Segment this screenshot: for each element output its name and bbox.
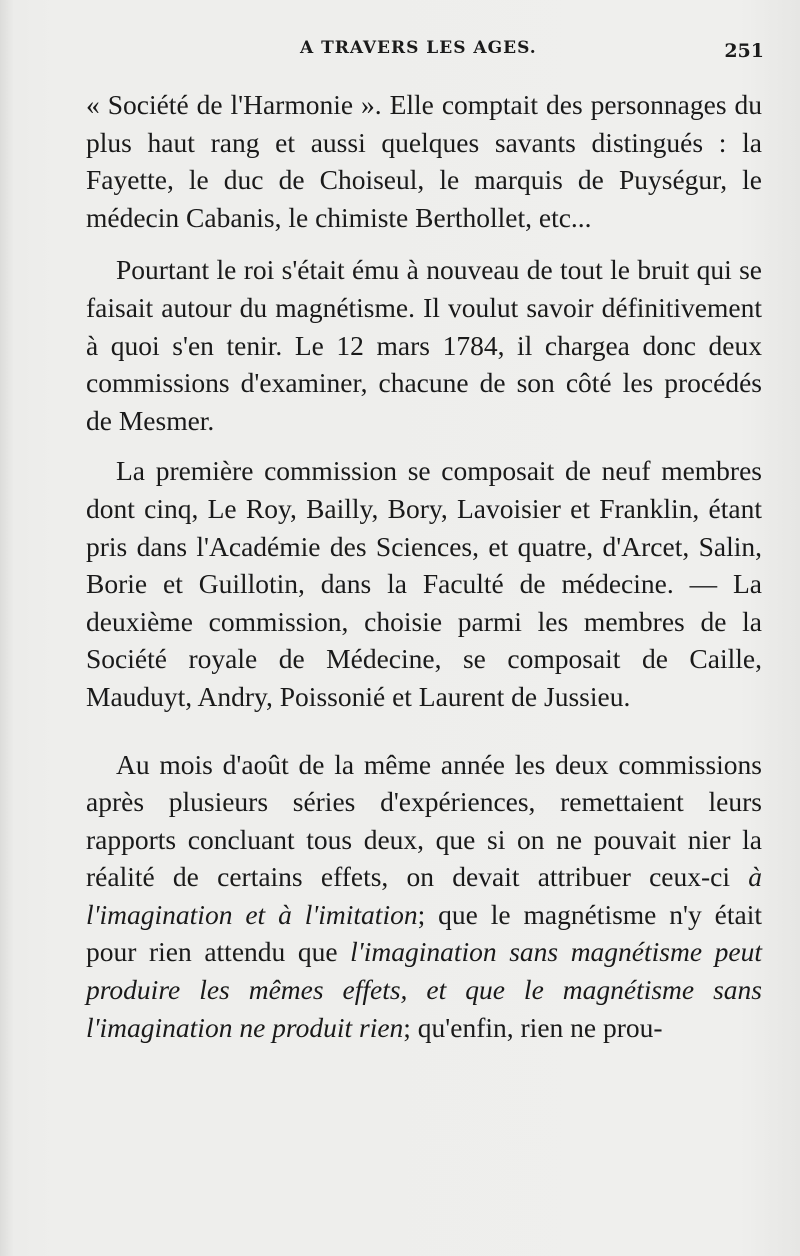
body-text — [86, 86, 762, 1046]
paragraph-1 — [86, 86, 762, 236]
paragraph-4-text-b: ; que le magnétisme n'y était pour rien attendu que — [86, 898, 762, 968]
paragraph-1-text: « Société de l'Harmonie ». Elle comptait des personnages du plus haut rang et aussi quelques savants distingués : la Fayette, le duc de Choiseul, le marquis de Puységur, le médecin Cabanis, le chimiste Berthollet, etc... — [86, 89, 762, 233]
paragraph-3 — [86, 452, 762, 715]
paragraph-4-italic-b: l'imagination sans magnétisme peut produire les mêmes effets, et que le magnétisme sans l'imagination ne produit rien — [86, 936, 762, 1043]
page-header — [0, 38, 800, 68]
running-title: A TRAVERS LES AGES. — [300, 38, 537, 58]
paragraph-3-text: La première commission se composait de neuf membres dont cinq, Le Roy, Bailly, Bory, Lavoisier et Franklin, étant pris dans l'Académie des Sciences, et quatre, d'Arcet, Salin, Borie et Guillotin, dans la Faculté de médecine. — La deuxième commission, choisie parmi les membres de la Société royale de Médecine, se composait de Caille, Mauduyt, Andry, Poissonié et Laurent de Jussieu. — [86, 455, 762, 712]
paragraph-2 — [86, 251, 762, 439]
paragraph-4-italic-a: à l'imagination et à l'imitation — [86, 861, 762, 930]
page-number: 251 — [724, 40, 764, 62]
paragraph-4-text-a: Au mois d'août de la même année les deux commissions après plusieurs séries d'expériences, remettaient leurs rapports concluant tous deux, que si on ne pouvait nier la réalité de certains effets, on devait attribuer ceux-ci — [86, 748, 762, 893]
paragraph-4-text-c: ; qu'enfin, rien ne prou- — [403, 1011, 663, 1043]
paragraph-2-text: Pourtant le roi s'était ému à nouveau de tout le bruit qui se faisait autour du magnétisme. Il voulut savoir définitivement à quoi s'en tenir. Le 12 mars 1784, il chargea donc deux commissions d'examiner, chacune de son côté les procédés de Mesmer. — [86, 254, 762, 436]
paragraph-4 — [86, 746, 762, 1047]
